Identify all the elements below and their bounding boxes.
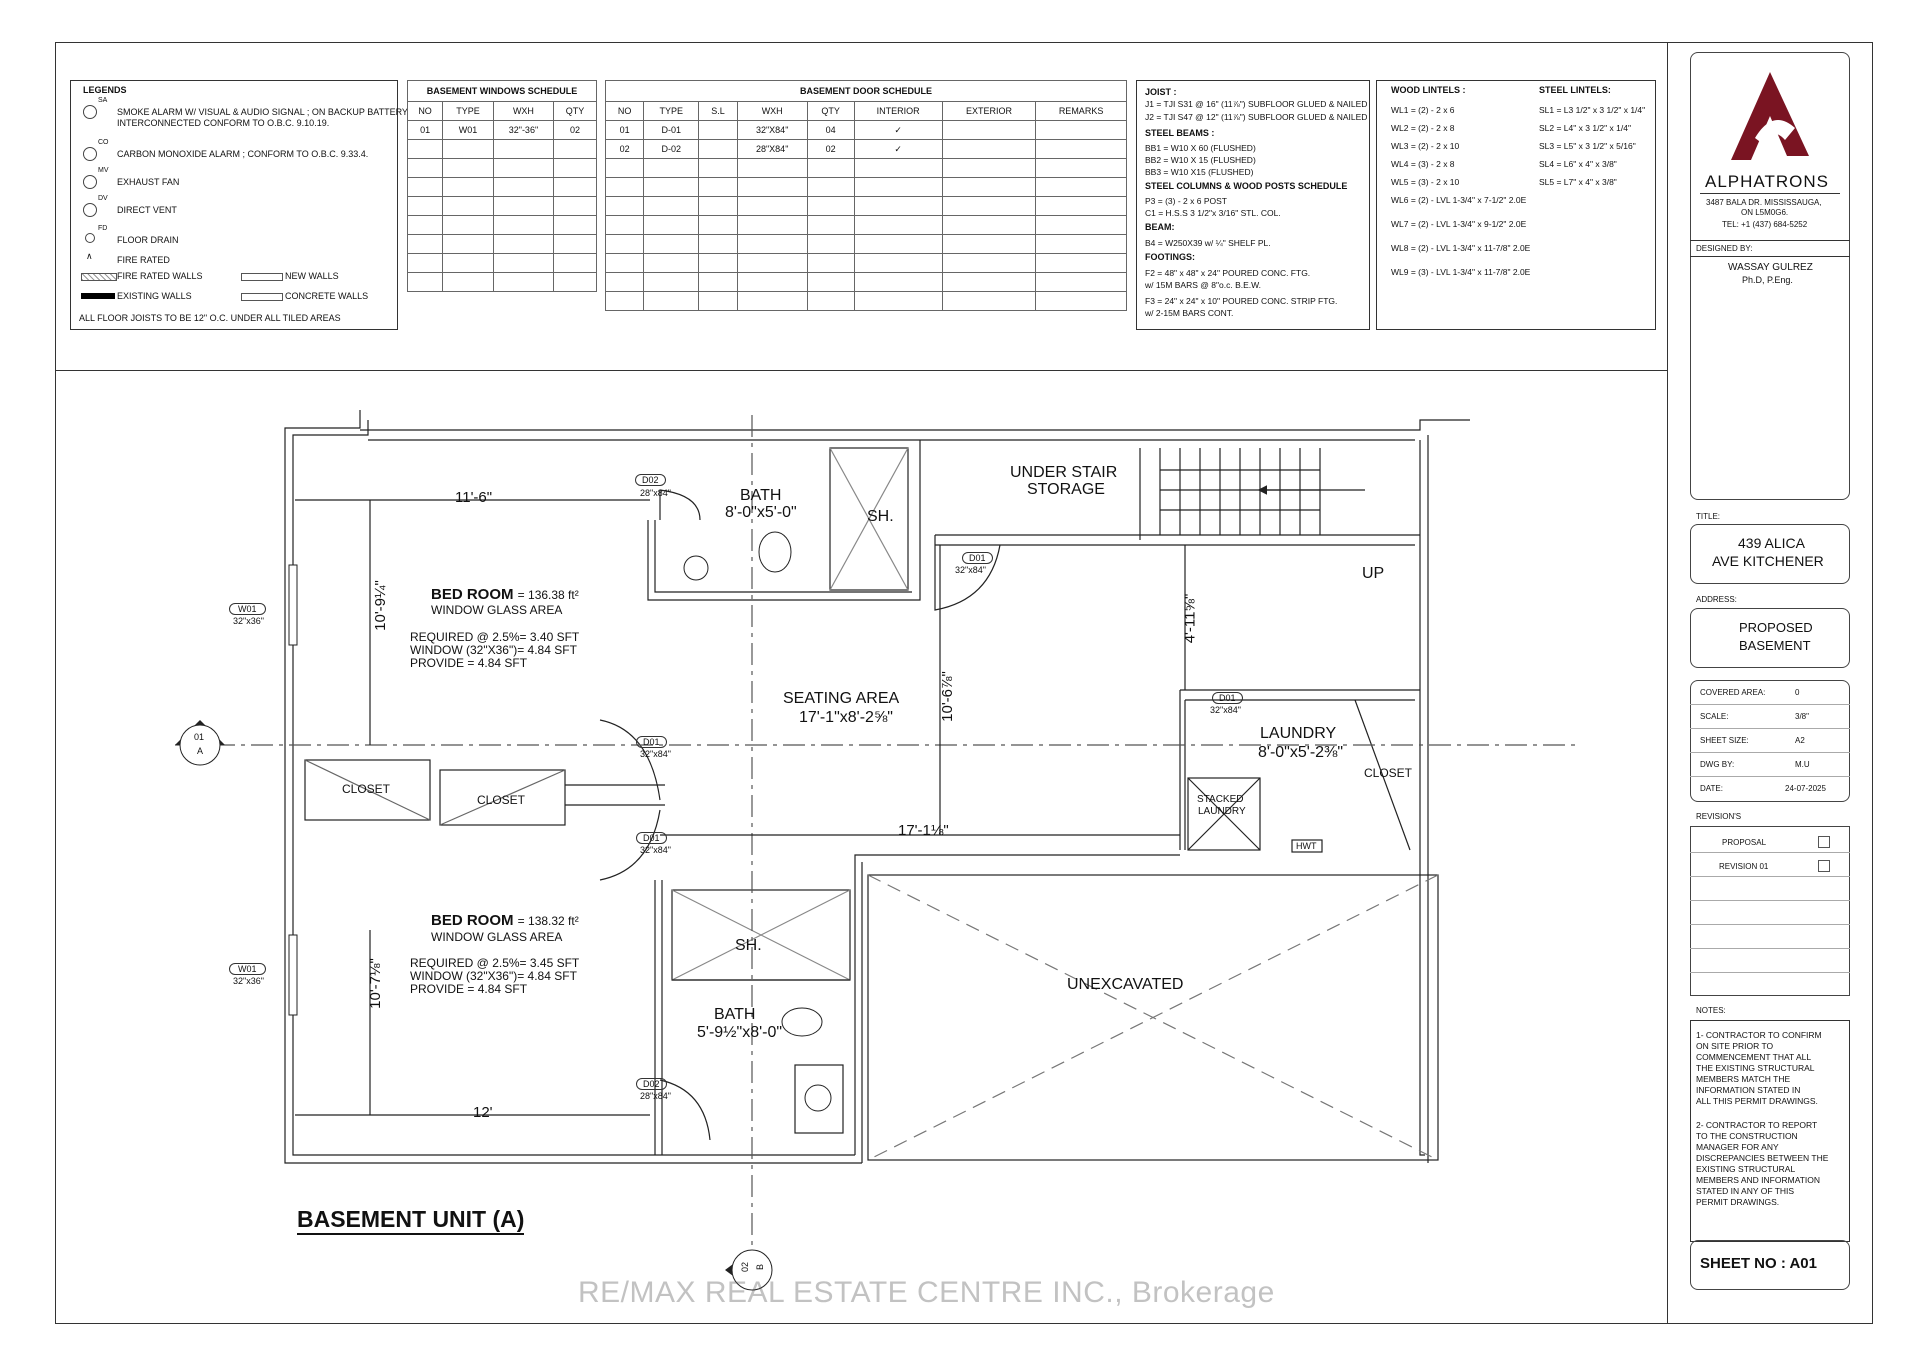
spec-line: J1 = TJI S31 @ 16" (11⅞") SUBFLOOR GLUED & NAILED <box>1145 99 1368 109</box>
door-schedule-title: BASEMENT DOOR SCHEDULE <box>606 81 1127 102</box>
spec-text: PROVIDE = 4.84 SFT <box>410 982 528 996</box>
meta-label: SHEET SIZE: <box>1700 736 1749 745</box>
seating-area-dim: 17'-1"x8'-2⅝" <box>799 709 893 726</box>
steel-lintels-title: STEEL LINTELS: <box>1539 85 1611 95</box>
window-tag: W01 <box>229 963 266 975</box>
note-line: 2- CONTRACTOR TO REPORT <box>1696 1120 1818 1130</box>
cell: 01 <box>408 121 443 140</box>
legends-title: LEGENDS <box>83 85 127 95</box>
spec-line: F3 = 24" x 24" x 10" POURED CONC. STRIP FTG. <box>1145 296 1338 306</box>
closet-label: CLOSET <box>477 793 526 807</box>
dimension-label: 10'-6⅞" <box>938 671 956 722</box>
title-block-divider <box>1667 42 1668 1324</box>
spec-line: C1 = H.S.S 3 1/2"x 3/16" STL. COL. <box>1145 208 1281 218</box>
door-tag: D02 <box>635 474 666 486</box>
beam-title: BEAM: <box>1145 222 1175 232</box>
note-line: MEMBERS MATCH THE <box>1696 1074 1791 1084</box>
bath-1-label: BATH <box>740 487 782 504</box>
door-size: 32"x84" <box>955 565 986 575</box>
meta-value: 24-07-2025 <box>1785 784 1826 793</box>
bath-1-dim: 8'-0"x5'-0" <box>725 504 797 521</box>
project-address: PROPOSED <box>1739 620 1813 635</box>
spec-text: WINDOW (32"X36")= 4.84 SFT <box>410 643 577 657</box>
revision-item: PROPOSAL <box>1722 838 1767 847</box>
bath-2-label: BATH <box>714 1006 756 1023</box>
stair-up-label: UP <box>1362 565 1385 582</box>
legend-text: EXISTING WALLS <box>117 291 192 301</box>
cell: 02 <box>807 140 854 159</box>
windows-schedule-title: BASEMENT WINDOWS SCHEDULE <box>408 81 597 102</box>
spec-line: SL2 = L4" x 3 1/2" x 1/4" <box>1539 123 1631 133</box>
spec-text: REQUIRED @ 2.5%= 3.45 SFT <box>410 956 580 970</box>
seating-area-label: SEATING AREA <box>783 690 900 707</box>
cell: 28"X84" <box>737 140 807 159</box>
dimension-label: 4'-11⅝" <box>1181 593 1199 644</box>
legend-text: FIRE RATED WALLS <box>117 271 203 281</box>
spec-text: REQUIRED @ 2.5%= 3.40 SFT <box>410 630 580 644</box>
hwt-label: HWT <box>1296 841 1317 851</box>
meta-label: SCALE: <box>1700 712 1729 721</box>
door-size: 28"x84" <box>640 488 671 498</box>
shower-1-label: SH. <box>867 508 894 525</box>
spec-line: SL5 = L7" x 4" x 3/8" <box>1539 177 1617 187</box>
dimension-label: 12' <box>473 1104 493 1121</box>
spec-line: SL4 = L6" x 4" x 3/8" <box>1539 159 1617 169</box>
closet-label: CLOSET <box>1364 766 1413 780</box>
legend-text: NEW WALLS <box>285 271 339 281</box>
col-header: WXH <box>493 102 553 121</box>
columns-title: STEEL COLUMNS & WOOD POSTS SCHEDULE <box>1145 181 1348 191</box>
door-size: 32"x84" <box>640 749 671 759</box>
spec-text: WINDOW (32"X36")= 4.84 SFT <box>410 969 577 983</box>
meta-label: DWG BY: <box>1700 760 1735 769</box>
meta-value: 3/8" <box>1795 712 1809 721</box>
bath-2-dim: 5'-9½"x8'-0" <box>697 1024 783 1041</box>
col-header: TYPE <box>443 102 494 121</box>
checkmark-icon: ✓ <box>854 121 942 140</box>
note-line: TO THE CONSTRUCTION <box>1696 1131 1798 1141</box>
legend-text: INTERCONNECTED CONFORM TO O.B.C. 9.10.19. <box>117 118 330 128</box>
watermark: RE/MAX REAL ESTATE CENTRE INC., Brokerage <box>578 1276 1275 1309</box>
spec-line: J2 = TJI S47 @ 12" (11⅞") SUBFLOOR GLUED & NAILED <box>1145 112 1368 122</box>
note-line: ON SITE PRIOR TO <box>1696 1041 1774 1051</box>
room-name: BED ROOM <box>431 586 514 603</box>
col-header: QTY <box>553 102 596 121</box>
door-tag: D01 <box>1212 692 1243 704</box>
meta-label: DATE: <box>1700 784 1723 793</box>
dimension-label: 10'-9¼" <box>371 580 389 631</box>
dimension-label: 10'-7⅛" <box>366 958 384 1009</box>
spec-line: F2 = 48" x 48" x 24" POURED CONC. FTG. <box>1145 268 1311 278</box>
project-title: AVE KITCHENER <box>1712 553 1824 569</box>
spec-line: w/ 2-15M BARS CONT. <box>1145 308 1234 318</box>
stacked-laundry-label: STACKED <box>1197 794 1244 805</box>
spec-line: WL5 = (3) - 2 x 10 <box>1391 177 1460 187</box>
note-line: THE EXISTING STRUCTURAL <box>1696 1063 1815 1073</box>
designed-by-label: DESIGNED BY: <box>1696 244 1753 253</box>
revisions-label: REVISION'S <box>1696 812 1742 821</box>
wood-lintels-title: WOOD LINTELS : <box>1391 85 1466 95</box>
company-address: 3487 BALA DR. MISSISSAUGA, <box>1706 198 1822 207</box>
meta-value: A2 <box>1795 736 1805 745</box>
note-line: INFORMATION STATED IN <box>1696 1085 1801 1095</box>
legend-text: SMOKE ALARM W/ VISUAL & AUDIO SIGNAL ; ON BACKUP BATTERY <box>117 107 408 117</box>
note-line: MANAGER FOR ANY <box>1696 1142 1779 1152</box>
spec-line: w/ 15M BARS @ 8"o.c. B.E.W. <box>1145 280 1262 290</box>
address-label: ADDRESS: <box>1696 595 1737 604</box>
section-marker-number: 02 <box>740 1261 751 1273</box>
legend-text: FIRE RATED <box>117 255 170 265</box>
revision-checkbox[interactable] <box>1818 860 1830 872</box>
meta-value: 0 <box>1795 688 1800 697</box>
designer-credentials: Ph.D, P.Eng. <box>1742 275 1793 285</box>
door-tag: D01 <box>962 552 993 564</box>
col-header: S.L <box>699 102 737 121</box>
col-header: NO <box>408 102 443 121</box>
window-size: 32"x36" <box>233 976 264 986</box>
legend-code: FD <box>98 225 108 232</box>
bedroom-1-label <box>431 586 579 603</box>
company-phone: TEL: +1 (437) 684-5252 <box>1722 220 1808 229</box>
col-header: NO <box>606 102 644 121</box>
legend-code: SA <box>98 97 108 104</box>
legend-text: FLOOR DRAIN <box>117 235 179 245</box>
meta-label: COVERED AREA: <box>1700 688 1766 697</box>
project-title: 439 ALICA <box>1738 535 1805 551</box>
note-line: ALL THIS PERMIT DRAWINGS. <box>1696 1096 1818 1106</box>
legend-text: DIRECT VENT <box>117 205 177 215</box>
spec-text: PROVIDE = 4.84 SFT <box>410 656 528 670</box>
spec-line: BB1 = W10 X 60 (FLUSHED) <box>1145 143 1256 153</box>
under-stair-label: UNDER STAIR <box>1010 464 1118 481</box>
spec-line: WL3 = (2) - 2 x 10 <box>1391 141 1460 151</box>
dimension-label: 11'-6" <box>455 489 493 506</box>
spec-line: SL1 = L3 1/2" x 3 1/2" x 1/4" <box>1539 105 1646 115</box>
door-tag: D01 <box>636 736 667 748</box>
fire-rated-icon: ∧ <box>86 251 93 261</box>
project-address: BASEMENT <box>1739 638 1811 653</box>
cell: 32"X84" <box>737 121 807 140</box>
company-name: ALPHATRONS <box>1705 172 1829 191</box>
spec-line: WL8 = (2) - LVL 1-3/4" x 11-7/8" 2.0E <box>1391 243 1531 253</box>
window-glass-label: WINDOW GLASS AREA <box>431 930 563 944</box>
cell: 01 <box>606 121 644 140</box>
footings-title: FOOTINGS: <box>1145 252 1195 262</box>
door-tag: D01 <box>636 832 667 844</box>
note-line: STATED IN ANY OF THIS <box>1696 1186 1795 1196</box>
beams-title: STEEL BEAMS : <box>1145 128 1215 138</box>
legend-code: MV <box>98 167 109 174</box>
spec-line: BB2 = W10 X 15 (FLUSHED) <box>1145 155 1256 165</box>
spec-line: WL4 = (3) - 2 x 8 <box>1391 159 1455 169</box>
legend-code: DV <box>98 195 108 202</box>
meta-value: M.U <box>1795 760 1810 769</box>
spec-line: B4 = W250X39 w/ ¼" SHELF PL. <box>1145 238 1271 248</box>
room-name: BED ROOM <box>431 912 514 929</box>
col-header: WXH <box>737 102 807 121</box>
cell: W01 <box>443 121 494 140</box>
note-line: 1- CONTRACTOR TO CONFIRM <box>1696 1030 1822 1040</box>
cell: 04 <box>807 121 854 140</box>
cell: 32"-36" <box>493 121 553 140</box>
unexcavated-label: UNEXCAVATED <box>1067 976 1184 993</box>
legend-code: CO <box>98 139 109 146</box>
checkmark-icon: ✓ <box>854 140 942 159</box>
sheet-number: SHEET NO : A01 <box>1700 1255 1817 1272</box>
bedroom-2-label <box>431 912 579 929</box>
legend-text: EXHAUST FAN <box>117 177 180 187</box>
notes-label: NOTES: <box>1696 1006 1726 1015</box>
room-area: = 136.38 ft² <box>517 588 579 602</box>
laundry-dim: 8'-0"x5'-2⅜" <box>1258 744 1344 761</box>
shower-2-label: SH. <box>735 937 762 954</box>
col-header: REMARKS <box>1036 102 1127 121</box>
note-line: MEMBERS AND INFORMATION <box>1696 1175 1821 1185</box>
note-line: EXISTING STRUCTURAL <box>1696 1164 1796 1174</box>
section-marker-number: 01 <box>194 732 205 742</box>
note-line: PERMIT DRAWINGS. <box>1696 1197 1780 1207</box>
col-header: QTY <box>807 102 854 121</box>
dimension-label: 17'-1⅛" <box>898 822 949 839</box>
col-header: TYPE <box>644 102 699 121</box>
spec-line: WL2 = (2) - 2 x 8 <box>1391 123 1455 133</box>
note-line: COMMENCEMENT THAT ALL <box>1696 1052 1812 1062</box>
door-size: 32"x84" <box>640 845 671 855</box>
revision-item: REVISION 01 <box>1719 862 1769 871</box>
spec-line: WL7 = (2) - LVL 1-3/4" x 9-1/2" 2.0E <box>1391 219 1527 229</box>
col-header: INTERIOR <box>854 102 942 121</box>
joist-title: JOIST : <box>1145 87 1177 97</box>
revision-checkbox[interactable] <box>1818 836 1830 848</box>
spec-line: P3 = (3) - 2 x 6 POST <box>1145 196 1227 206</box>
spec-line: WL6 = (2) - LVL 1-3/4" x 7-1/2" 2.0E <box>1391 195 1527 205</box>
spec-line: BB3 = W10 X15 (FLUSHED) <box>1145 167 1254 177</box>
closet-label: CLOSET <box>342 782 391 796</box>
designer-name: WASSAY GULREZ <box>1728 262 1813 273</box>
cell: 02 <box>606 140 644 159</box>
legend-text: CONCRETE WALLS <box>285 291 369 301</box>
storage-label: STORAGE <box>1027 481 1105 498</box>
company-address: ON L5M0G6. <box>1741 208 1789 217</box>
room-area: = 138.32 ft² <box>517 914 579 928</box>
door-size: 28"x84" <box>640 1091 671 1101</box>
window-size: 32"x36" <box>233 616 264 626</box>
cell: 02 <box>553 121 596 140</box>
section-marker-letter: A <box>197 746 204 756</box>
col-header: EXTERIOR <box>942 102 1035 121</box>
window-tag: W01 <box>229 603 266 615</box>
alphatrons-logo-icon <box>1725 68 1815 168</box>
door-tag: D02 <box>636 1078 667 1090</box>
title-label: TITLE: <box>1696 512 1721 521</box>
stacked-laundry-label: LAUNDRY <box>1198 806 1246 817</box>
spec-line: WL9 = (3) - LVL 1-3/4" x 11-7/8" 2.0E <box>1391 267 1531 277</box>
door-size: 32"x84" <box>1210 705 1241 715</box>
legend-text: CARBON MONOXIDE ALARM ; CONFORM TO O.B.C. 9.33.4. <box>117 149 369 159</box>
legends-note: ALL FLOOR JOISTS TO BE 12" O.C. UNDER ALL TILED AREAS <box>79 313 341 323</box>
section-marker-letter: B <box>755 1263 766 1271</box>
cell: D-02 <box>644 140 699 159</box>
note-line: DISCREPANCIES BETWEEN THE <box>1696 1153 1829 1163</box>
spec-line: WL1 = (2) - 2 x 6 <box>1391 105 1455 115</box>
laundry-label: LAUNDRY <box>1260 725 1337 742</box>
window-glass-label: WINDOW GLASS AREA <box>431 603 563 617</box>
spec-line: SL3 = L5" x 3 1/2" x 5/16" <box>1539 141 1636 151</box>
cell: D-01 <box>644 121 699 140</box>
plan-title: BASEMENT UNIT (A) <box>297 1206 524 1235</box>
